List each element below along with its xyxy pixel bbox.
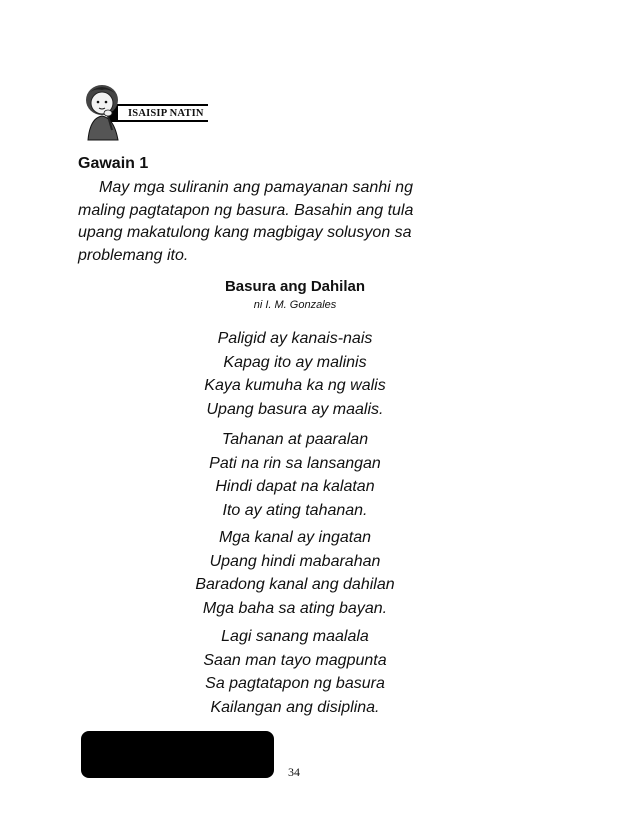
poem-verse: Hindi dapat na kalatan <box>215 478 375 495</box>
poem-verse: Baradong kanal ang dahilan <box>195 576 395 593</box>
poem-verse: Kaya kumuha ka ng walis <box>204 377 386 394</box>
activity-instruction <box>78 177 498 267</box>
poem-stanza-2 <box>0 428 590 522</box>
poem-title: Basura ang Dahilan <box>224 278 366 295</box>
instruction-line: maling pagtatapon ng basura. Basahin ang tula <box>78 201 414 219</box>
poem-verse: Lagi sanang maalala <box>221 628 369 645</box>
poem-verse: Kapag ito ay malinis <box>223 353 367 371</box>
section-header-badge <box>78 80 210 142</box>
instruction-line: upang makatulong kang magbigay solusyon sa <box>78 224 412 241</box>
poem-verse: Upang hindi mabarahan <box>209 552 381 570</box>
poem-verse: Pati na rin sa lansangan <box>209 454 381 472</box>
poem-verse: Upang basura ay maalis. <box>206 400 384 418</box>
poem-verse: Kailangan ang disiplina. <box>210 698 380 716</box>
poem-verse: Mga baha sa ating bayan. <box>202 599 388 617</box>
poem-verse: Ito ay ating tahanan. <box>222 501 368 519</box>
poem-stanza-1 <box>0 327 590 421</box>
activity-title: Gawain 1 <box>78 155 149 172</box>
poem-verse: Tahanan at paaralan <box>221 431 369 448</box>
poem-verse: Saan man tayo magpunta <box>203 651 387 669</box>
poem-author: ni I. M. Gonzales <box>253 299 337 311</box>
poem-verse: Paligid ay kanais-nais <box>217 330 373 347</box>
poem-stanza-4 <box>0 625 590 719</box>
instruction-line: problemang ito. <box>78 246 189 264</box>
instruction-line: May mga suliranin ang pamayanan sanhi ng <box>99 179 413 196</box>
redaction-box <box>81 731 274 778</box>
poem-verse: Sa pagtatapon ng basura <box>205 675 385 692</box>
poem-verse: Mga kanal ay ingatan <box>218 529 372 546</box>
poem-stanza-3 <box>0 526 590 620</box>
page-number: 34 <box>288 765 300 779</box>
section-header-label: ISAISIP NATIN <box>128 108 204 119</box>
